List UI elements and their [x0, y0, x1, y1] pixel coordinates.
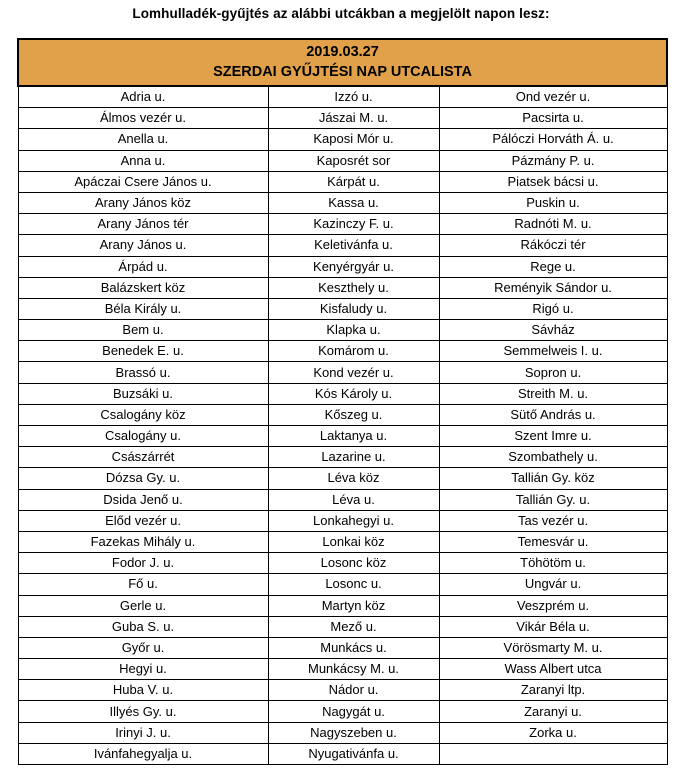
street-name-cell: Anna u.: [18, 150, 268, 171]
street-name-cell: Árpád u.: [18, 256, 268, 277]
street-name-cell: Brassó u.: [18, 362, 268, 383]
street-name-cell: Zorka u.: [439, 722, 667, 743]
street-name-cell: [439, 743, 667, 764]
table-row: [18, 447, 667, 468]
street-name-cell: Sávház: [439, 320, 667, 341]
street-name-cell: Klapka u.: [268, 320, 439, 341]
table-header-row: [18, 39, 667, 86]
table-row: [18, 510, 667, 531]
table-row: [18, 680, 667, 701]
street-name-cell: Irinyi J. u.: [18, 722, 268, 743]
table-row: [18, 108, 667, 129]
table-row: [18, 256, 667, 277]
street-name-cell: Keszthely u.: [268, 277, 439, 298]
street-name-cell: Pálóczi Horváth Á. u.: [439, 129, 667, 150]
street-name-cell: Dózsa Gy. u.: [18, 468, 268, 489]
street-name-cell: Mező u.: [268, 616, 439, 637]
street-name-cell: Sütő András u.: [439, 404, 667, 425]
table-row: [18, 150, 667, 171]
page-heading: Lomhulladék-gyűjtés az alábbi utcákban a megjelölt napon lesz:: [132, 6, 550, 21]
table-row: [18, 341, 667, 362]
street-name-cell: Radnóti M. u.: [439, 214, 667, 235]
table-row: [18, 553, 667, 574]
street-name-cell: Kárpát u.: [268, 171, 439, 192]
street-name-cell: Vörösmarty M. u.: [439, 637, 667, 658]
street-name-cell: Nádor u.: [268, 680, 439, 701]
street-name-cell: Nyugativánfa u.: [268, 743, 439, 764]
street-name-cell: Tallián Gy. u.: [439, 489, 667, 510]
street-name-cell: Streith M. u.: [439, 383, 667, 404]
table-row: [18, 383, 667, 404]
street-name-cell: Komárom u.: [268, 341, 439, 362]
street-name-cell: Munkács u.: [268, 637, 439, 658]
street-name-cell: Dsida Jenő u.: [18, 489, 268, 510]
street-name-cell: Semmelweis I. u.: [439, 341, 667, 362]
street-name-cell: Lonkahegyi u.: [268, 510, 439, 531]
collection-date: 2019.03.27: [306, 44, 379, 60]
street-name-cell: Csalogány köz: [18, 404, 268, 425]
street-name-cell: Gerle u.: [18, 595, 268, 616]
street-name-cell: Losonc u.: [268, 574, 439, 595]
street-name-cell: Kőszeg u.: [268, 404, 439, 425]
table-row: [18, 277, 667, 298]
street-name-cell: Ungvár u.: [439, 574, 667, 595]
table-row: [18, 404, 667, 425]
table-header: [18, 39, 667, 86]
street-name-cell: Rege u.: [439, 256, 667, 277]
street-name-cell: Puskin u.: [439, 192, 667, 213]
street-name-cell: Zaranyi u.: [439, 701, 667, 722]
street-name-cell: Martyn köz: [268, 595, 439, 616]
street-name-cell: Kazinczy F. u.: [268, 214, 439, 235]
table-row: [18, 616, 667, 637]
table-row: [18, 426, 667, 447]
street-name-cell: Temesvár u.: [439, 531, 667, 552]
street-name-cell: Reményik Sándor u.: [439, 277, 667, 298]
street-name-cell: Nagygát u.: [268, 701, 439, 722]
table-row: [18, 637, 667, 658]
street-name-cell: Győr u.: [18, 637, 268, 658]
street-name-cell: Fazekas Mihály u.: [18, 531, 268, 552]
street-name-cell: Munkácsy M. u.: [268, 659, 439, 680]
street-name-cell: Apáczai Csere János u.: [18, 171, 268, 192]
street-name-cell: Balázskert köz: [18, 277, 268, 298]
table-row: [18, 171, 667, 192]
street-name-cell: Piatsek bácsi u.: [439, 171, 667, 192]
table-row: [18, 722, 667, 743]
table-row: [18, 192, 667, 213]
table-row: [18, 701, 667, 722]
street-name-cell: Adria u.: [18, 86, 268, 108]
street-list-table: [17, 38, 668, 765]
table-row: [18, 214, 667, 235]
street-name-cell: Béla Király u.: [18, 298, 268, 319]
street-name-cell: Ivánfahegyalja u.: [18, 743, 268, 764]
street-name-cell: Veszprém u.: [439, 595, 667, 616]
street-name-cell: Losonc köz: [268, 553, 439, 574]
street-name-cell: Kaposrét sor: [268, 150, 439, 171]
street-name-cell: Guba S. u.: [18, 616, 268, 637]
table-row: [18, 298, 667, 319]
street-name-cell: Lonkai köz: [268, 531, 439, 552]
street-name-cell: Kassa u.: [268, 192, 439, 213]
street-name-cell: Izzó u.: [268, 86, 439, 108]
street-name-cell: Buzsáki u.: [18, 383, 268, 404]
street-name-cell: Szombathely u.: [439, 447, 667, 468]
table-row: [18, 86, 667, 108]
table-row: [18, 468, 667, 489]
street-name-cell: Bem u.: [18, 320, 268, 341]
street-name-cell: Tallián Gy. köz: [439, 468, 667, 489]
street-name-cell: Álmos vezér u.: [18, 108, 268, 129]
street-name-cell: Vikár Béla u.: [439, 616, 667, 637]
street-name-cell: Rákóczi tér: [439, 235, 667, 256]
street-name-cell: Kond vezér u.: [268, 362, 439, 383]
street-name-cell: Ond vezér u.: [439, 86, 667, 108]
street-name-cell: Jászai M. u.: [268, 108, 439, 129]
street-name-cell: Arany János tér: [18, 214, 268, 235]
street-name-cell: Csalogány u.: [18, 426, 268, 447]
street-name-cell: Léva köz: [268, 468, 439, 489]
street-name-cell: Keletivánfa u.: [268, 235, 439, 256]
street-name-cell: Császárrét: [18, 447, 268, 468]
street-name-cell: Huba V. u.: [18, 680, 268, 701]
street-name-cell: Előd vezér u.: [18, 510, 268, 531]
street-name-cell: Sopron u.: [439, 362, 667, 383]
street-name-cell: Benedek E. u.: [18, 341, 268, 362]
street-name-cell: Lazarine u.: [268, 447, 439, 468]
street-rows: [18, 86, 667, 765]
street-name-cell: Léva u.: [268, 489, 439, 510]
street-name-cell: Kenyérgyár u.: [268, 256, 439, 277]
street-name-cell: Hegyi u.: [18, 659, 268, 680]
street-name-cell: Arany János köz: [18, 192, 268, 213]
street-name-cell: Zaranyi ltp.: [439, 680, 667, 701]
street-name-cell: Rigó u.: [439, 298, 667, 319]
table-row: [18, 659, 667, 680]
street-name-cell: Kaposi Mór u.: [268, 129, 439, 150]
table-row: [18, 235, 667, 256]
table-row: [18, 531, 667, 552]
street-name-cell: Anella u.: [18, 129, 268, 150]
table-row: [18, 595, 667, 616]
street-name-cell: Töhötöm u.: [439, 553, 667, 574]
table-row: [18, 489, 667, 510]
street-name-cell: Pázmány P. u.: [439, 150, 667, 171]
street-name-cell: Fő u.: [18, 574, 268, 595]
street-name-cell: Nagyszeben u.: [268, 722, 439, 743]
street-name-cell: Kisfaludy u.: [268, 298, 439, 319]
table-row: [18, 362, 667, 383]
table-title: SZERDAI GYŰJTÉSI NAP UTCALISTA: [213, 64, 472, 80]
table-row: [18, 743, 667, 764]
table-row: [18, 574, 667, 595]
table-row: [18, 320, 667, 341]
street-name-cell: Kós Károly u.: [268, 383, 439, 404]
street-name-cell: Szent Imre u.: [439, 426, 667, 447]
street-name-cell: Tas vezér u.: [439, 510, 667, 531]
street-name-cell: Laktanya u.: [268, 426, 439, 447]
street-name-cell: Wass Albert utca: [439, 659, 667, 680]
street-name-cell: Arany János u.: [18, 235, 268, 256]
street-name-cell: Pacsirta u.: [439, 108, 667, 129]
table-row: [18, 129, 667, 150]
street-name-cell: Fodor J. u.: [18, 553, 268, 574]
street-name-cell: Illyés Gy. u.: [18, 701, 268, 722]
